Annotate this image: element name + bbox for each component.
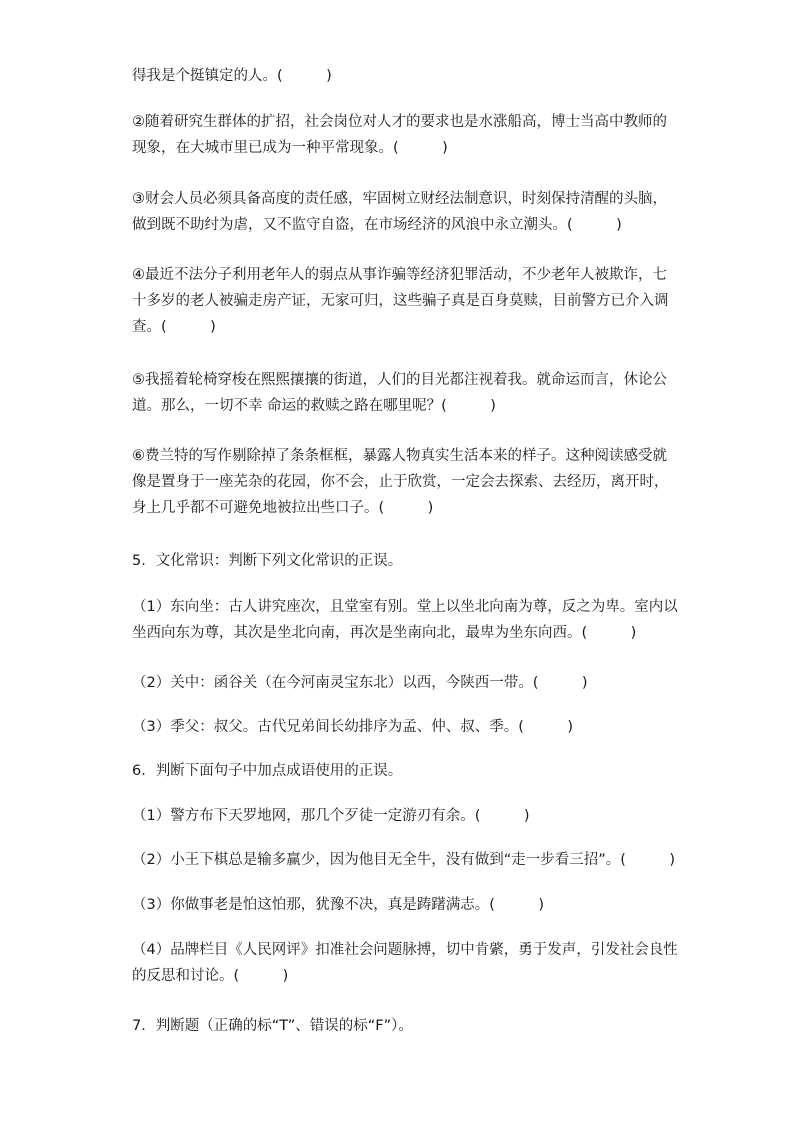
item-2 xyxy=(132,109,667,161)
text-line: ②随着研究生群体的扩招，社会岗位对人才的要求也是水涨船高，博士当高中教师的 xyxy=(132,114,667,130)
text-line: 坐西向东为尊，其次是坐北向南，再次是坐南向北，最卑为坐东向西。( ) xyxy=(132,625,637,641)
question-6-heading: 6．判断下面句子中加点成语使用的正误。 xyxy=(132,763,403,779)
text-line: （4）品牌栏目《人民网评》扣准社会问题脉搏，切中肯綮，勇于发声，引发社会良性 xyxy=(132,942,678,958)
q6-item-2 xyxy=(132,847,676,873)
text-line: ⑤我摇着轮椅穿梭在熙熙攘攘的街道，人们的目光都注视着我。就命运而言，休论公 xyxy=(132,372,667,388)
text-line: 道。那么，一切不幸 命运的救赎之路在哪里呢？( ) xyxy=(132,398,496,414)
text-line: 得我是个挺镇定的人。( ) xyxy=(132,68,332,84)
text-line: ③财会人员必须具备高度的责任感，牢固树立财经法制意识，时刻保持清醒的头脑， xyxy=(132,191,667,207)
text-line: 十多岁的老人被骗走房产证，无家可归，这些骗子真是百身莫赎，目前警方已介入调 xyxy=(132,293,669,309)
item-4 xyxy=(132,262,669,340)
text-line: 查。( ) xyxy=(132,319,216,335)
q5-item-1 xyxy=(132,594,678,646)
q6-item-3 xyxy=(132,892,662,918)
text-line: （2）关中：函谷关（在今河南灵宝东北）以西，今陕西一带。( ) xyxy=(132,675,588,691)
q5-item-2 xyxy=(132,670,662,696)
text-line: （3）你做事老是怕这怕那，犹豫不决，真是踌躇满志。( ) xyxy=(132,897,545,913)
text-line: 现象，在大城市里已成为一种平常现象。( ) xyxy=(132,140,448,156)
text-line: （1）警方布下天罗地网，那几个歹徒一定游刃有余。( ) xyxy=(132,808,530,824)
text-line: 做到既不助纣为虐，又不监守自盗，在市场经济的风浪中永立潮头。( ) xyxy=(132,217,622,233)
text-line: 的反思和讨论。( ) xyxy=(132,968,289,984)
text-line: 身上几乎都不可避免地被拉出些口子。( ) xyxy=(132,500,434,516)
text-line: 像是置身于一座芜杂的花园，你不会，止于欣赏，一定会去探索、去经历，离开时， xyxy=(132,474,669,490)
item-5 xyxy=(132,367,667,419)
text-line: （2）小王下棋总是输多赢少，因为他目无全牛，没有做到“走一步看三招”。( ) xyxy=(132,852,676,868)
item-6 xyxy=(132,443,669,521)
q5-item-3 xyxy=(132,714,662,740)
item-continuation xyxy=(132,63,662,89)
text-line: ④最近不法分子利用老年人的弱点从事诈骗等经济犯罪活动，不少老年人被欺诈，七 xyxy=(132,267,667,283)
item-3 xyxy=(132,186,667,238)
question-7-heading: 7．判断题（正确的标“T”、错误的标“F”）。 xyxy=(132,1018,413,1034)
text-line: ⑥费兰特的写作剔除掉了条条框框，暴露人物真实生活本来的样子。这种阅读感受就 xyxy=(132,448,667,464)
text-line: （3）季父：叔父。古代兄弟间长幼排序为孟、仲、叔、季。( ) xyxy=(132,719,574,735)
question-5-heading: 5．文化常识：判断下列文化常识的正误。 xyxy=(132,553,403,569)
q6-item-1 xyxy=(132,803,662,829)
q6-item-4 xyxy=(132,937,678,989)
text-line: （1）东向坐：古人讲究座次，且堂室有别。堂上以坐北向南为尊，反之为卑。室内以 xyxy=(132,599,678,615)
